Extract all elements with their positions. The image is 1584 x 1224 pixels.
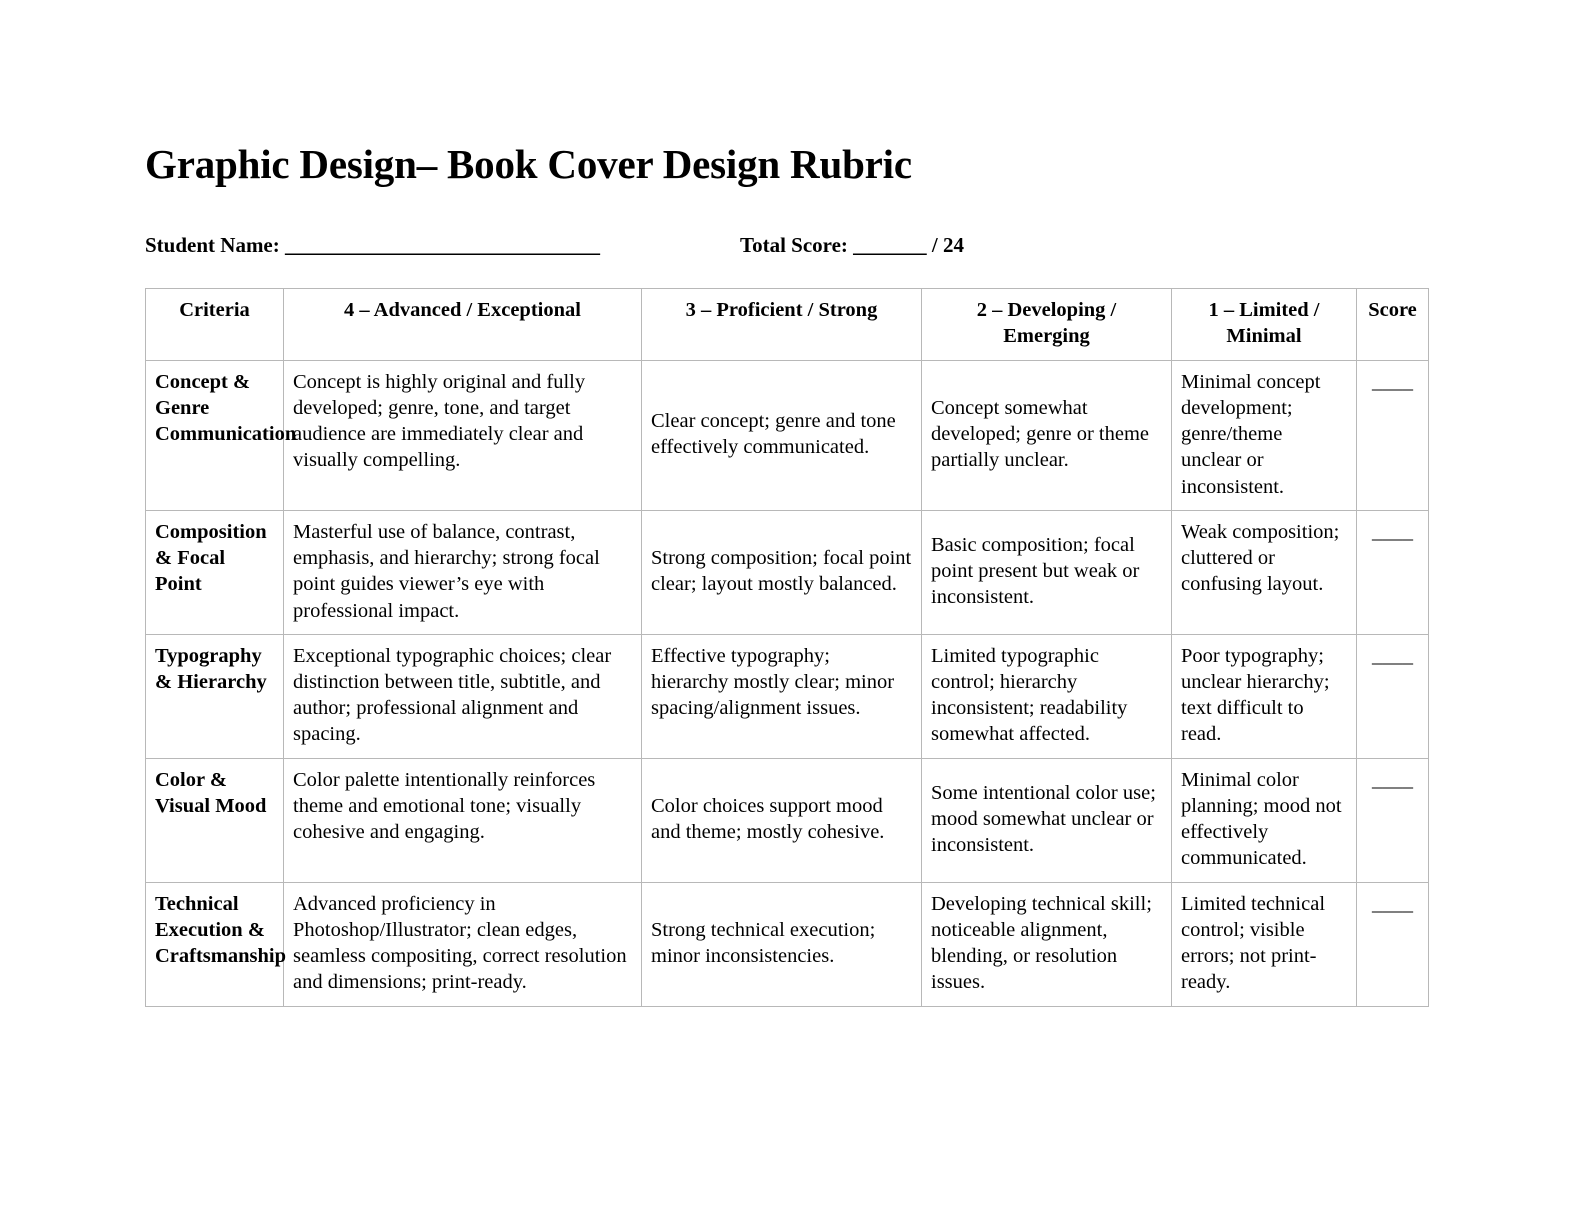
level-1-description: Minimal color planning; mood not effectively communicated.	[1172, 758, 1357, 882]
column-header-level-2: 2 – Developing / Emerging	[922, 289, 1172, 360]
score-input-cell[interactable]: ____	[1357, 360, 1429, 510]
rubric-table	[145, 288, 1429, 1006]
level-4-description: Masterful use of balance, contrast, emphasis, and hierarchy; strong focal point guides viewer’s eye with professional impact.	[284, 510, 642, 634]
level-3-description: Clear concept; genre and tone effectively communicated.	[642, 360, 922, 510]
level-3-description: Strong technical execution; minor inconsistencies.	[642, 882, 922, 1006]
criteria-label: Typography & Hierarchy	[146, 634, 284, 758]
student-meta-row	[145, 233, 1439, 258]
level-4-description: Exceptional typographic choices; clear distinction between title, subtitle, and author; professional alignment and spacing.	[284, 634, 642, 758]
level-4-description: Concept is highly original and fully developed; genre, tone, and target audience are immediately clear and visually compelling.	[284, 360, 642, 510]
score-input-cell[interactable]: ____	[1357, 882, 1429, 1006]
level-2-description: Limited typographic control; hierarchy inconsistent; readability somewhat affected.	[922, 634, 1172, 758]
level-3-description: Effective typography; hierarchy mostly clear; minor spacing/alignment issues.	[642, 634, 922, 758]
table-row	[146, 882, 1429, 1006]
page-title: Graphic Design– Book Cover Design Rubric	[145, 141, 912, 187]
table-row	[146, 758, 1429, 882]
total-score-field[interactable]: Total Score: _______ / 24	[740, 233, 964, 258]
level-2-description: Some intentional color use; mood somewhat unclear or inconsistent.	[922, 758, 1172, 882]
level-1-description: Poor typography; unclear hierarchy; text difficult to read.	[1172, 634, 1357, 758]
table-row	[146, 634, 1429, 758]
level-1-description: Weak composition; cluttered or confusing layout.	[1172, 510, 1357, 634]
criteria-label: Composition & Focal Point	[146, 510, 284, 634]
column-header-score: Score	[1357, 289, 1429, 360]
criteria-label: Concept & Genre Communication	[146, 360, 284, 510]
score-input-cell[interactable]: ____	[1357, 510, 1429, 634]
column-header-level-3: 3 – Proficient / Strong	[642, 289, 922, 360]
level-2-description: Developing technical skill; noticeable alignment, blending, or resolution issues.	[922, 882, 1172, 1006]
level-1-description: Limited technical control; visible errors; not print-ready.	[1172, 882, 1357, 1006]
column-header-level-4: 4 – Advanced / Exceptional	[284, 289, 642, 360]
level-1-description: Minimal concept development; genre/theme unclear or inconsistent.	[1172, 360, 1357, 510]
student-name-field[interactable]: Student Name: ______________________________	[145, 233, 600, 258]
level-3-description: Color choices support mood and theme; mostly cohesive.	[642, 758, 922, 882]
level-2-description: Concept somewhat developed; genre or theme partially unclear.	[922, 360, 1172, 510]
level-3-description: Strong composition; focal point clear; layout mostly balanced.	[642, 510, 922, 634]
level-4-description: Color palette intentionally reinforces theme and emotional tone; visually cohesive and engaging.	[284, 758, 642, 882]
table-row	[146, 360, 1429, 510]
table-header-row	[146, 289, 1429, 360]
score-input-cell[interactable]: ____	[1357, 634, 1429, 758]
criteria-label: Technical Execution & Craftsmanship	[146, 882, 284, 1006]
level-2-description: Basic composition; focal point present but weak or inconsistent.	[922, 510, 1172, 634]
table-row	[146, 510, 1429, 634]
score-input-cell[interactable]: ____	[1357, 758, 1429, 882]
column-header-criteria: Criteria	[146, 289, 284, 360]
criteria-label: Color & Visual Mood	[146, 758, 284, 882]
level-4-description: Advanced proficiency in Photoshop/Illustrator; clean edges, seamless compositing, correct resolution and dimensions; print-ready.	[284, 882, 642, 1006]
column-header-level-1: 1 – Limited / Minimal	[1172, 289, 1357, 360]
